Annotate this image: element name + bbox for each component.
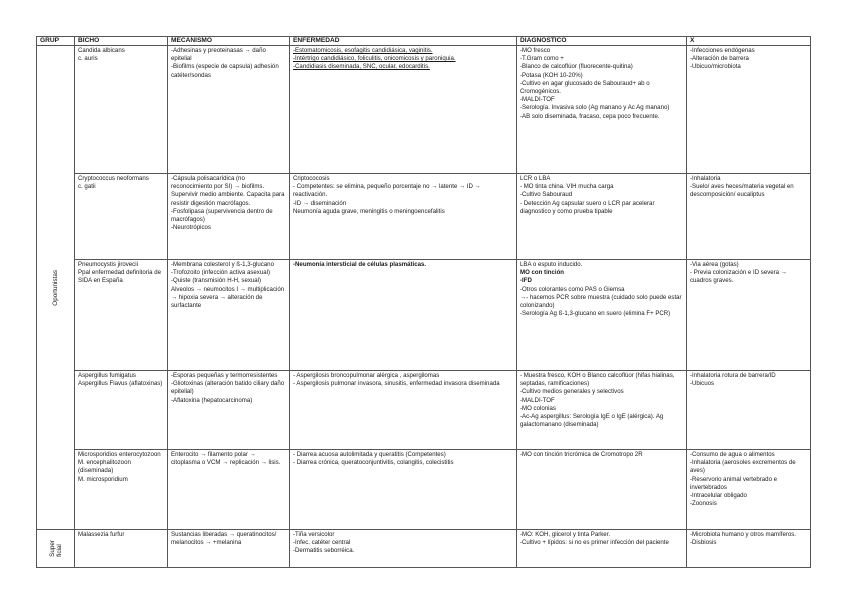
cell-x	[687, 371, 811, 450]
table-row	[37, 450, 811, 530]
cell-line: Aspergillus Flavus (aflatoxinas)	[78, 380, 163, 388]
cell-line: LCR o LBA	[520, 175, 551, 182]
cell-line: -Microbiota humano y otros mamíferos.	[690, 531, 797, 538]
header-enfermedad: ENFERMEDAD	[290, 37, 517, 46]
cell-line: -Membrana colesterol y ß-1,3-glucano	[171, 261, 274, 268]
cell-line: →- hacemos PCR sobre muestra (cuidado solo puede estar colonizando)	[520, 293, 682, 310]
cell-bicho	[75, 46, 168, 174]
group-cell-superficial	[37, 530, 75, 568]
header-x: X	[687, 37, 811, 46]
cell-line: M. microsporidium	[78, 475, 128, 483]
cell-line: -Cultivo + lípidos: si no es primer infección del paciente	[520, 539, 669, 547]
cell-enfermedad	[290, 530, 517, 568]
cell-diagnostico	[517, 174, 687, 260]
cell-x	[687, 530, 811, 568]
group-label-oportunistas: Oportunistas	[52, 269, 59, 306]
cell-bicho	[75, 450, 168, 530]
cell-line: -Consumo de agua o alimentos	[690, 451, 775, 458]
cell-line: -Intértrigo candidiásico, foliculitis, onicomicosis y paroniquia.	[293, 55, 456, 63]
cell-line: Criptococosis	[293, 175, 330, 182]
cell-diagnostico	[517, 530, 687, 568]
table-row	[37, 174, 811, 260]
cell-diagnostico	[517, 450, 687, 530]
cell-line: -Cultivo en agar glucosado de Sabouraud+ ab o Cromogénicos.	[520, 79, 650, 96]
cell-enfermedad	[290, 174, 517, 260]
cell-line: Sustancias liberadas → queratinocitos/ melanocitos → +melanina	[171, 531, 277, 547]
cell-line: -MO con tinción tricrómica de Cromotropo 2R	[520, 451, 643, 458]
cell-enfermedad	[290, 46, 517, 174]
cell-line: -Ubicuo/microbiota	[690, 63, 741, 71]
table-row	[37, 371, 811, 450]
cell-line: -Cultivo medios generales y selectivos	[520, 388, 624, 396]
cell-diagnostico	[517, 371, 687, 450]
cell-line: -Alteración de barrera	[690, 55, 749, 63]
cell-line: Pneumocystis jirovecii	[78, 261, 138, 268]
cell-mecanismo	[168, 260, 290, 371]
cell-line: -MO: KOH, glicerol y tinta Parker.	[520, 531, 611, 538]
table-body	[37, 46, 811, 568]
table-row	[37, 530, 811, 568]
cell-line: c. auris	[78, 55, 98, 63]
cell-line: -Tiña versicolor	[293, 531, 335, 538]
cell-bicho	[75, 530, 168, 568]
cell-line: -MO colonias	[520, 404, 556, 412]
cell-line: -Serología Ag ß-1,3-glucano en suero (elimina F+ PCR)	[520, 310, 671, 318]
cell-line: -Inhalatoria (aerosoles excrementos de aves)	[690, 459, 796, 475]
cell-bicho	[75, 371, 168, 450]
header-mecanismo: MECANISMO	[168, 37, 290, 46]
cell-line: -Fosfolipasa (supervivencia dentro de macrófagos)	[171, 207, 273, 224]
cell-line: -Infecciones endógenas	[690, 47, 755, 54]
cell-line: - Muestra fresco, KOH o Blanco calcoflúor (hifas hialinas, septadas, ramificaciones)	[520, 372, 675, 388]
cell-line: -ID → diseminación	[293, 199, 347, 207]
cell-bicho	[75, 260, 168, 371]
header-diagnostico: DIAGNÓSTICO	[517, 37, 687, 46]
cell-line: - Competentes: se elimina, pequeño porcentaje no → latente → ID → reactivación.	[293, 183, 481, 199]
cell-line: -Ac-Ag aspergillus: Serología IgE o IgE (alérgica). Ag galactomanano (diseminada)	[520, 413, 664, 429]
cell-line: -AB solo diseminada, fracaso, cepa poco frecuente.	[520, 112, 660, 120]
cell-line: M. encephalitozoon (diseminada)	[78, 459, 131, 475]
table-row	[37, 46, 811, 174]
cell-line: -Quiste (transmisión H-H, sexual)	[171, 277, 262, 285]
cell-line: -MALDI-TOF	[520, 396, 555, 404]
cell-line: - Diarrea acuosa autolimitada y queratitis (Competentes)	[293, 451, 446, 458]
enfermedad-bold-text: -Neumonía intersticial de células plasmáticas.	[293, 261, 427, 268]
cell-mecanismo	[168, 450, 290, 530]
cell-line: -Otros colorantes como PAS o Giemsa	[520, 285, 625, 293]
cell-line: -T.Gram como +	[520, 55, 564, 63]
cell-line: -Estomatomicosis, esofagitis candidiásica, vaginitis.	[293, 47, 433, 54]
cell-line: - Diarrea crónica, queratoconjuntivitis, colangitis, colecistitis	[293, 459, 454, 467]
group-label-superficial: Super ficial	[48, 540, 63, 557]
cell-line: -Intracelular obligado	[690, 492, 747, 500]
cell-enfermedad	[290, 371, 517, 450]
cell-line: - Aspergilosis pulmonar invasora, sinusitis, enfermedad invasora diseminada	[293, 380, 500, 388]
cell-line: -Infec. catéter central	[293, 539, 351, 547]
cell-line: Aspergillus fumigatus	[78, 372, 136, 379]
group-cell-oportunistas	[37, 46, 75, 530]
cell-line: -IFD	[520, 277, 532, 285]
fungi-summary-table	[36, 36, 811, 568]
cell-x	[687, 450, 811, 530]
cell-diagnostico	[517, 260, 687, 371]
cell-x	[687, 174, 811, 260]
cell-line: c. gatii	[78, 183, 96, 191]
table-row	[37, 260, 811, 371]
cell-line: -Aflatoxina (hepatocarcinoma)	[171, 396, 253, 404]
cell-line: Enterocito → filamento polar → citoplasma o VCM → replicación → lisis.	[171, 451, 281, 467]
header-bicho: BICHO	[75, 37, 168, 46]
cell-line: Alveolos → neumocitos I → multiplicación → hipoxia severa → alteración de surfactante	[171, 285, 285, 310]
cell-line: -Neurotrópicos	[171, 224, 211, 232]
cell-line: Malassezia furfur	[78, 531, 125, 538]
cell-line: -Disbiosis	[690, 539, 717, 547]
cell-line: -Blanco de calcoflúor (fluorecente-quitina)	[520, 63, 633, 71]
cell-mecanismo	[168, 371, 290, 450]
cell-line: Neumonía aguda grave, meningitis o meningoencefalitis	[293, 207, 445, 215]
cell-line: MO con tinción	[520, 269, 565, 277]
cell-line: -Adhesinas y preoteinasas → daño epitelial	[171, 47, 266, 63]
cell-line: -Dermatitis seborréica.	[293, 547, 355, 555]
cell-line: -Reservorio animal vertebrado e invertebrados	[690, 475, 778, 491]
cell-line: -Esporas pequeñas y termorresistentes	[171, 372, 278, 379]
cell-line: - Aspergilosis broncopulmonar alérgica , aspergilomas	[293, 372, 440, 379]
cell-x	[687, 260, 811, 371]
cell-line: Ppal enfermedad definitoria de SIDA en España	[78, 269, 161, 285]
cell-x	[687, 46, 811, 174]
cell-line: -Potasa (KOH 10-20%)	[520, 71, 583, 79]
cell-line: LBA o esputo inducido.	[520, 261, 583, 268]
cell-line: -Biofilms (especie de capsula) adhesión catéter/sondas	[171, 63, 279, 79]
cell-mecanismo	[168, 530, 290, 568]
cell-bicho	[75, 174, 168, 260]
cell-mecanismo	[168, 46, 290, 174]
header-row	[37, 37, 811, 46]
cell-line: -Suelo/ aves heces/materia vegetal en descomposición/ eucaliptus	[690, 183, 794, 199]
cell-line: -Inhalatoria	[690, 175, 721, 182]
cell-line: Candida albicans	[78, 47, 125, 54]
cell-enfermedad	[290, 260, 517, 371]
cell-mecanismo	[168, 174, 290, 260]
cell-line: -Zoonosis	[690, 500, 717, 508]
cell-line: Cryptococcus neoformans	[78, 175, 149, 182]
cell-enfermedad	[290, 450, 517, 530]
cell-diagnostico	[517, 46, 687, 174]
cell-line: -Cultivo Sabouraud	[520, 191, 573, 199]
cell-line: -Serología. Invasiva solo (Ag manano y Ac Ag manano)	[520, 104, 670, 112]
cell-line: - Detección Ag capsular suero o LCR par acelerar diagnostico y como prueba tipable	[520, 199, 655, 215]
header-grup: GRUP	[37, 37, 75, 46]
cell-line: -MO fresco	[520, 47, 551, 54]
cell-line: -Via aérea (gotas)	[690, 261, 739, 268]
cell-line: - MO tinta china. VIH mucha carga	[520, 183, 614, 191]
cell-line: -MALDI-TOF	[520, 96, 555, 104]
cell-line: -Inhalatoria rotura de barrera/ID	[690, 372, 776, 379]
cell-line: -Trofozoito (infección activa asexual)	[171, 269, 271, 277]
cell-line: -Cápsula polisacarídica (no reconocimiento por SI) → biofilms. Supervivir medio ambiente. Capacita para resistir digestión macrófagos.	[171, 175, 285, 207]
cell-line: Microsporidios enterocytozoon	[78, 451, 161, 458]
cell-line: -Ubicuos	[690, 380, 715, 388]
cell-line: - Previa colonización e ID severa → cuadros graves.	[690, 269, 787, 285]
cell-line: -Candidiasis diseminada, SNC, ocular, edocarditis.	[293, 63, 430, 71]
cell-line: -Gliotoxinas (alteración batido ciliary daño epitelial)	[171, 380, 285, 396]
